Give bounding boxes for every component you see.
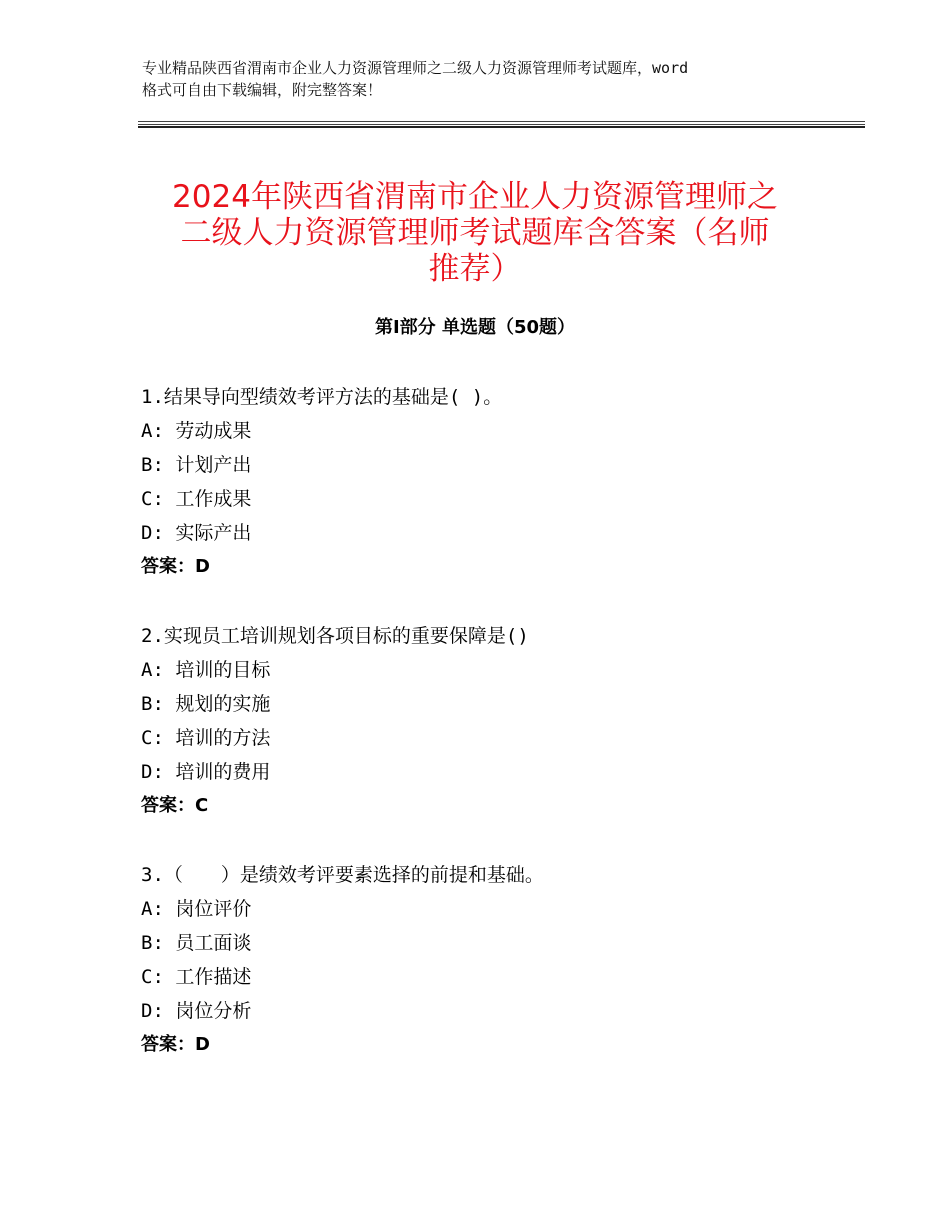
option-a: A: 劳动成果 xyxy=(141,420,252,442)
option-a: A: 培训的目标 xyxy=(141,659,271,681)
document-title-line-2: 二级人力资源管理师考试题库含答案（名师 xyxy=(180,214,770,251)
header-divider xyxy=(138,126,865,128)
question-2 xyxy=(141,623,841,827)
option-b: B: 计划产出 xyxy=(141,454,252,476)
question-stem: 1.结果导向型绩效考评方法的基础是( )。 xyxy=(141,386,503,408)
option-c: C: 工作成果 xyxy=(141,488,252,510)
question-stem: 2.实现员工培训规划各项目标的重要保障是() xyxy=(141,625,529,647)
answer: 答案：D xyxy=(141,556,210,577)
header-note-line-1: 专业精品陕西省渭南市企业人力资源管理师之二级人力资源管理师考试题库，word xyxy=(142,59,689,77)
option-c: C: 工作描述 xyxy=(141,966,252,988)
option-d: D: 培训的费用 xyxy=(141,761,271,783)
option-b: B: 员工面谈 xyxy=(141,932,252,954)
header-note xyxy=(142,57,842,101)
document-title-line-3: 推荐） xyxy=(428,250,522,287)
option-d: D: 岗位分析 xyxy=(141,1000,252,1022)
option-c: C: 培训的方法 xyxy=(141,727,271,749)
section-heading: 第Ⅰ部分 单选题（50题） xyxy=(374,317,575,338)
document-title-line-1: 2024年陕西省渭南市企业人力资源管理师之 xyxy=(172,178,778,215)
option-a: A: 岗位评价 xyxy=(141,898,252,920)
option-b: B: 规划的实施 xyxy=(141,693,271,715)
question-stem: 3.（ ）是绩效考评要素选择的前提和基础。 xyxy=(141,864,544,886)
option-d: D: 实际产出 xyxy=(141,522,252,544)
question-3 xyxy=(141,862,841,1066)
question-1 xyxy=(141,384,841,588)
header-divider xyxy=(138,121,865,122)
header-note-line-2: 格式可自由下载编辑，附完整答案！ xyxy=(142,81,383,99)
header-divider xyxy=(138,124,865,125)
answer: 答案：C xyxy=(141,795,209,816)
answer: 答案：D xyxy=(141,1034,210,1055)
document-title xyxy=(140,179,810,287)
